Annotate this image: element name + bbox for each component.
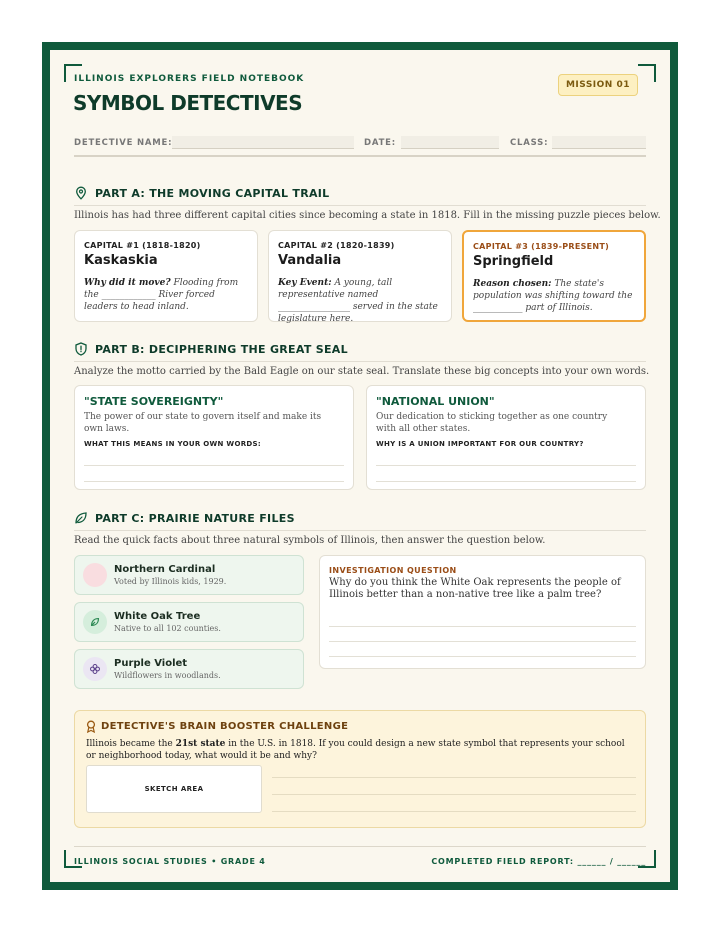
part-b-title: PART B: DECIPHERING THE GREAT SEAL — [95, 343, 348, 356]
student-info-row — [74, 133, 646, 157]
answer-line[interactable] — [272, 811, 636, 812]
nature-card-oak — [74, 602, 304, 642]
part-a-intro: Illinois has had three different capital cities since becoming a state in 1818. Fill in the missing puzzle pieces below. — [74, 210, 661, 221]
leaf-icon — [74, 511, 88, 525]
nature-fact: Wildflowers in woodlands. — [114, 671, 221, 680]
date-field[interactable] — [401, 136, 499, 149]
award-icon — [85, 720, 97, 733]
capital-tag: CAPITAL #2 (1820-1839) — [278, 241, 395, 250]
page-frame — [42, 42, 678, 890]
corner-bracket-top-right — [638, 64, 656, 82]
cardinal-icon — [83, 563, 107, 587]
class-field[interactable] — [552, 136, 646, 149]
motto-question: WHY IS A UNION IMPORTANT FOR OUR COUNTRY? — [376, 440, 584, 448]
nature-card-violet — [74, 649, 304, 689]
name-field[interactable] — [172, 136, 354, 149]
answer-line[interactable] — [329, 656, 636, 657]
capital-name: Vandalia — [278, 253, 342, 268]
capital-question[interactable]: Reason chosen: The state's population was shifting toward the ___________ part of Illinois. — [473, 279, 633, 313]
answer-line[interactable] — [272, 777, 636, 778]
capital-tag: CAPITAL #3 (1839-PRESENT) — [473, 242, 610, 251]
investigation-card — [319, 555, 646, 669]
challenge-title: DETECTIVE'S BRAIN BOOSTER CHALLENGE — [101, 721, 349, 732]
part-b-heading — [74, 342, 646, 362]
answer-line[interactable] — [84, 465, 344, 466]
capital-card-2 — [268, 230, 452, 322]
shield-icon — [74, 342, 88, 356]
capital-question[interactable]: Why did it move? Flooding from the ____________ River forced leaders to head inland. — [84, 278, 239, 312]
part-c-heading — [74, 511, 646, 531]
answer-line[interactable] — [272, 794, 636, 795]
part-a-title: PART A: THE MOVING CAPITAL TRAIL — [95, 187, 330, 200]
page-title: SYMBOL DETECTIVES — [73, 91, 303, 115]
map-pin-icon — [74, 186, 88, 200]
oak-leaf-icon — [83, 610, 107, 634]
class-label: CLASS: — [510, 138, 549, 148]
capital-card-1 — [74, 230, 258, 322]
violet-icon — [83, 657, 107, 681]
capital-name: Kaskaskia — [84, 253, 158, 268]
nature-name: White Oak Tree — [114, 611, 201, 622]
answer-line[interactable] — [376, 481, 636, 482]
motto-question: WHAT THIS MEANS IN YOUR OWN WORDS: — [84, 440, 261, 448]
brain-booster-box — [74, 710, 646, 828]
capital-tag: CAPITAL #1 (1818-1820) — [84, 241, 201, 250]
date-label: DATE: — [364, 138, 396, 148]
challenge-prompt: Illinois became the 21st state in the U.S. in 1818. If you could design a new state symbol that represents your school or neighborhood today, what would it be and why? — [86, 739, 625, 761]
mission-badge: MISSION 01 — [558, 74, 638, 96]
capital-question[interactable]: Key Event: A young, tall representative named ________________ served in the state legislature here. — [278, 278, 438, 324]
footer — [74, 846, 646, 866]
part-b-intro: Analyze the motto carried by the Bald Eagle on our state seal. Translate these big concepts into your own words. — [74, 366, 650, 377]
investigation-tag: INVESTIGATION QUESTION — [329, 566, 457, 575]
motto-description: Our dedication to sticking together as one country with all other states. — [376, 412, 608, 434]
motto-title: "NATIONAL UNION" — [376, 395, 495, 408]
nature-name: Purple Violet — [114, 658, 188, 669]
nature-fact: Voted by Illinois kids, 1929. — [114, 577, 227, 586]
part-a-heading — [74, 186, 646, 206]
capital-card-3 — [462, 230, 646, 322]
part-c-title: PART C: PRAIRIE NATURE FILES — [95, 512, 295, 525]
motto-description: The power of our state to govern itself and make its own laws. — [84, 412, 322, 434]
part-c-intro: Read the quick facts about three natural symbols of Illinois, then answer the question below. — [74, 535, 546, 546]
motto-title: "STATE SOVEREIGNTY" — [84, 395, 224, 408]
nature-fact: Native to all 102 counties. — [114, 624, 221, 633]
nature-name: Northern Cardinal — [114, 564, 216, 575]
answer-line[interactable] — [329, 641, 636, 642]
motto-card-union — [366, 385, 646, 490]
answer-line[interactable] — [376, 465, 636, 466]
answer-line[interactable] — [84, 481, 344, 482]
nature-card-cardinal — [74, 555, 304, 595]
worksheet-paper — [50, 50, 670, 882]
footer-report-score: COMPLETED FIELD REPORT: ______ / ______ — [431, 857, 646, 866]
capital-name: Springfield — [473, 254, 554, 269]
motto-card-sovereignty — [74, 385, 354, 490]
answer-line[interactable] — [329, 626, 636, 627]
notebook-eyebrow: ILLINOIS EXPLORERS FIELD NOTEBOOK — [74, 74, 305, 84]
investigation-question: Why do you think the White Oak represents the people of Illinois better than a non-native tree like a palm tree? — [329, 577, 621, 600]
name-label: DETECTIVE NAME: — [74, 138, 173, 148]
sketch-area[interactable]: SKETCH AREA — [86, 765, 262, 813]
footer-course: ILLINOIS SOCIAL STUDIES • GRADE 4 — [74, 857, 266, 866]
